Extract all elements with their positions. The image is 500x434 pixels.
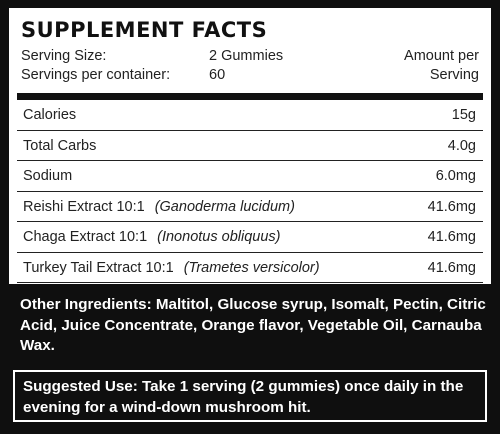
nutrient-name [23, 199, 295, 215]
nutrient-amount: 15g [451, 107, 476, 123]
latin-name: (Trametes versicolor) [183, 259, 320, 276]
nutrient-label: Total Carbs [23, 137, 97, 154]
nutrient-amount: 6.0mg [435, 168, 476, 184]
nutrient-label: Calories [23, 107, 77, 123]
nutrient-label: Reishi Extract 10:1 [23, 198, 145, 215]
thick-divider [17, 93, 483, 100]
nutrient-row [17, 222, 483, 253]
nutrient-label: Chaga Extract 10:1 [23, 229, 148, 245]
nutrient-amount: 41.6mg [427, 229, 476, 245]
servings-value: 60 [209, 67, 226, 83]
other-ingredients: Other Ingredients: Maltitol, Glucose syrup, Isomalt, Pectin, Citric Acid, Juice Concentrate, Orange flavor, Vegetable Oil, Carnauba Wax. [20, 296, 486, 354]
nutrient-amount: 41.6mg [427, 198, 476, 215]
latin-name: (Ganoderma lucidum) [154, 198, 295, 215]
nutrient-amount: 4.0g [447, 137, 476, 154]
suggested-use-box: Suggested Use: Take 1 serving (2 gummies) once daily in the evening for a wind-down mushroom hit. [13, 370, 487, 422]
nutrient-row [17, 253, 483, 284]
serving-info [21, 47, 479, 85]
nutrient-name [23, 107, 76, 123]
nutrient-label: Turkey Tail Extract 10:1 [23, 259, 174, 276]
serving-size-value: 2 Gummies [209, 48, 284, 64]
supplement-facts-panel [9, 8, 491, 284]
amount-header-line2: Serving [429, 67, 479, 83]
nutrient-label: Sodium [23, 168, 73, 184]
serving-size-row [21, 47, 479, 66]
latin-name: (Inonotus obliquus) [157, 229, 281, 245]
nutrient-name [23, 229, 280, 245]
panel-title: SUPPLEMENT FACTS [21, 18, 268, 42]
nutrient-amount: 41.6mg [427, 259, 476, 276]
servings-label: Servings per container: [21, 67, 171, 83]
nutrient-table [17, 100, 483, 283]
nutrient-row [17, 161, 483, 192]
nutrient-row [17, 131, 483, 162]
nutrient-row [17, 100, 483, 131]
amount-header-line1: Amount per [404, 48, 479, 64]
nutrient-name [23, 168, 72, 184]
servings-row [21, 66, 479, 85]
nutrient-name [23, 260, 320, 276]
serving-size-label: Serving Size: [21, 48, 107, 64]
nutrient-name [23, 138, 96, 154]
nutrient-row [17, 192, 483, 223]
